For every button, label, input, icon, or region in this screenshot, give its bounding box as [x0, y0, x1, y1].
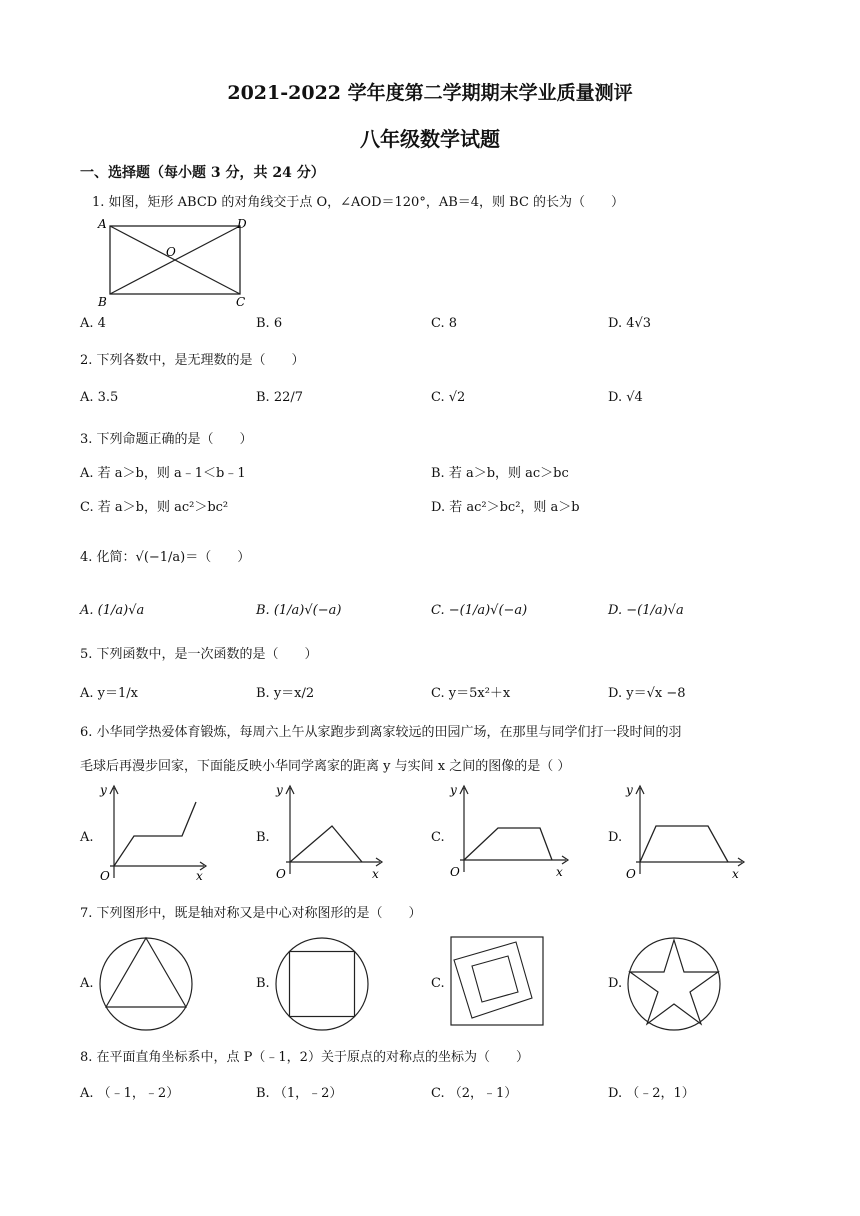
question-4-stem: 4. 化简：√(−1/a)＝（ ） [80, 550, 251, 565]
point-b-label: B [98, 295, 107, 309]
svg-text:x: x [732, 867, 739, 881]
question-1-stem: 1. 如图，矩形 ABCD 的对角线交于点 O，∠AOD＝120°，AB＝4，则 BC 的长为（ ） [92, 195, 625, 210]
q3-option-d[interactable]: D. 若 ac²＞bc²，则 a＞b [431, 500, 580, 515]
q8-option-d[interactable]: D. （﹣2，1） [608, 1086, 695, 1101]
q6-graph-d[interactable] [624, 782, 749, 882]
q8-option-a[interactable]: A. （﹣1，﹣2） [80, 1086, 180, 1101]
svg-text:y: y [626, 783, 633, 797]
question-6-stem-line2: 毛球后再漫步回家，下面能反映小华同学离家的距离 y 与实间 x 之间的图像的是（ ） [80, 759, 571, 774]
q1-option-c[interactable]: C. 8 [431, 316, 458, 331]
svg-text:y: y [100, 783, 107, 797]
section-heading: 一、选择题（每小题 3 分，共 24 分） [80, 165, 325, 181]
svg-text:O: O [626, 867, 636, 881]
question-3-stem: 3. 下列命题正确的是（ ） [80, 432, 253, 447]
question-2-stem: 2. 下列各数中，是无理数的是（ ） [80, 353, 305, 368]
q8-option-b[interactable]: B. （1，﹣2） [256, 1086, 343, 1101]
q5-option-b[interactable]: B. y＝x/2 [256, 686, 315, 701]
question-7-stem: 7. 下列图形中，既是轴对称又是中心对称图形的是（ ） [80, 906, 422, 921]
exam-title: 2021-2022 学年度第二学期期末学业质量测评 [227, 82, 633, 104]
svg-text:x: x [196, 869, 203, 883]
q2-option-a[interactable]: A. 3.5 [80, 390, 119, 405]
svg-text:y: y [450, 783, 457, 797]
q1-option-d[interactable]: D. 4√3 [608, 316, 652, 331]
q7-figure-square-pinwheel[interactable] [450, 936, 544, 1028]
q2-option-b[interactable]: B. 22/7 [256, 390, 304, 405]
q4-option-c[interactable]: C. −(1/a)√(−a) [431, 603, 528, 618]
point-o-label: O [166, 245, 176, 259]
q3-option-a[interactable]: A. 若 a＞b，则 a﹣1＜b﹣1 [80, 466, 246, 481]
q1-option-b[interactable]: B. 6 [256, 316, 283, 331]
question-8-stem: 8. 在平面直角坐标系中，点 P（﹣1，2）关于原点的对称点的坐标为（ ） [80, 1050, 529, 1065]
q7-option-b[interactable]: B. [256, 976, 270, 991]
q6-graph-c[interactable] [448, 782, 573, 882]
rectangle-figure [96, 214, 256, 310]
q6-graph-a[interactable] [96, 782, 211, 882]
q5-option-c[interactable]: C. y＝5x²＋x [431, 686, 511, 701]
q7-option-c[interactable]: C. [431, 976, 445, 991]
q6-graph-b[interactable] [272, 782, 387, 882]
svg-text:y: y [276, 783, 283, 797]
q4-option-d[interactable]: D. −(1/a)√a [608, 603, 684, 618]
point-d-label: D [237, 217, 247, 231]
question-5-stem: 5. 下列函数中，是一次函数的是（ ） [80, 647, 318, 662]
q7-figure-circle-star[interactable] [626, 936, 722, 1032]
svg-text:O: O [276, 867, 286, 881]
q2-option-c[interactable]: C. √2 [431, 390, 466, 405]
q6-option-b[interactable]: B. [256, 830, 270, 845]
point-c-label: C [236, 295, 246, 309]
q6-option-d[interactable]: D. [608, 830, 623, 845]
q6-option-a[interactable]: A. [80, 830, 94, 845]
svg-text:O: O [100, 869, 110, 883]
q6-option-c[interactable]: C. [431, 830, 445, 845]
q7-figure-circle-square[interactable] [274, 936, 370, 1032]
q7-option-a[interactable]: A. [80, 976, 94, 991]
q2-option-d[interactable]: D. √4 [608, 390, 643, 405]
q5-option-a[interactable]: A. y＝1/x [80, 686, 138, 701]
q8-option-c[interactable]: C. （2，﹣1） [431, 1086, 518, 1101]
q5-option-d[interactable]: D. y＝√x −8 [608, 686, 686, 701]
point-a-label: A [98, 217, 107, 231]
svg-text:O: O [450, 865, 460, 879]
question-6-stem-line1: 6. 小华同学热爱体育锻炼，每周六上午从家跑步到离家较远的田园广场，在那里与同学们打一段时间的羽 [80, 725, 682, 740]
q7-figure-circle-triangle[interactable] [98, 936, 194, 1032]
q7-option-d[interactable]: D. [608, 976, 623, 991]
q3-option-b[interactable]: B. 若 a＞b，则 ac＞bc [431, 466, 569, 481]
svg-text:x: x [372, 867, 379, 881]
q1-option-a[interactable]: A. 4 [80, 316, 106, 331]
svg-text:x: x [556, 865, 563, 879]
q4-option-a[interactable]: A. (1/a)√a [80, 603, 145, 618]
exam-subtitle: 八年级数学试题 [360, 127, 500, 151]
q3-option-c[interactable]: C. 若 a＞b，则 ac²＞bc² [80, 500, 229, 515]
q4-option-b[interactable]: B. (1/a)√(−a) [256, 603, 342, 618]
